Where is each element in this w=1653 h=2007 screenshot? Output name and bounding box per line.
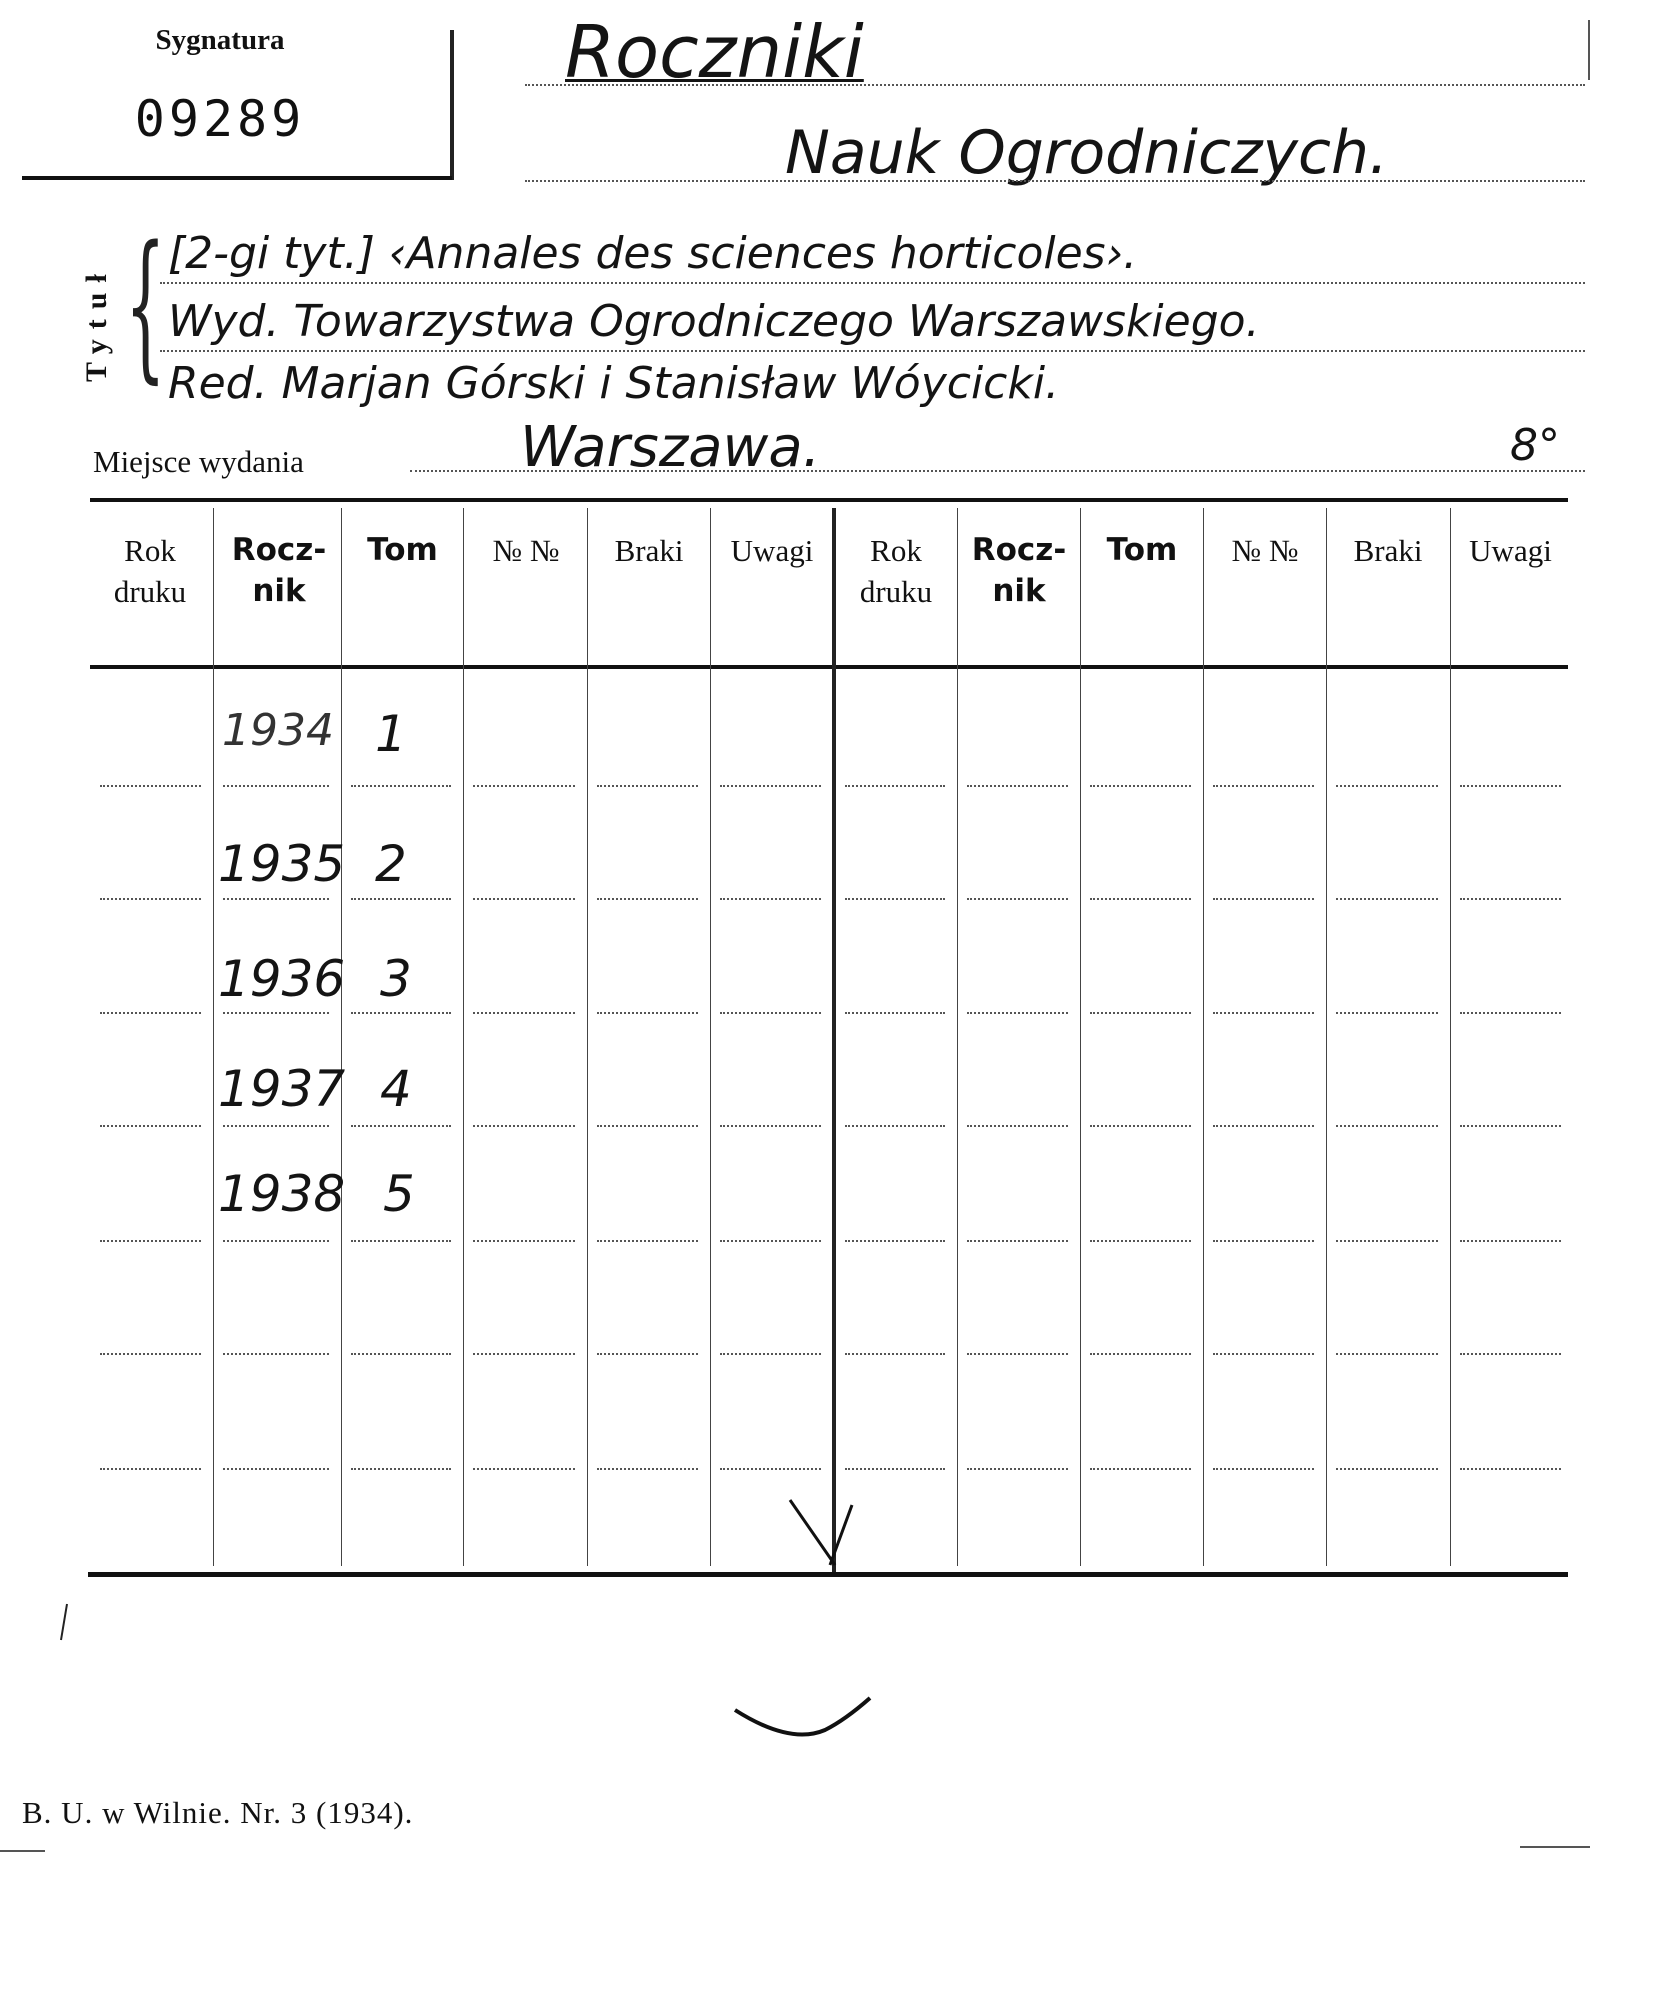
col-sep bbox=[1080, 508, 1081, 1566]
header-rok-druku: Rok druku bbox=[859, 533, 933, 609]
title-block-dotted-1 bbox=[160, 282, 1585, 284]
row-dotted-line bbox=[967, 1353, 1068, 1355]
table-row-volume: 1 bbox=[375, 705, 407, 763]
row-dotted-line bbox=[223, 1012, 329, 1014]
title-block-dotted-2 bbox=[160, 350, 1585, 352]
header-tom: Tom bbox=[1106, 532, 1178, 568]
header-braki: Braki bbox=[614, 533, 684, 568]
header-tom: Tom bbox=[367, 532, 438, 568]
row-dotted-line bbox=[720, 1125, 821, 1127]
place-value: Warszawa. bbox=[520, 415, 821, 480]
row-dotted-line bbox=[597, 785, 698, 787]
title-line-3: Red. Marjan Górski i Stanisław Wóycicki. bbox=[168, 358, 1060, 409]
row-dotted-line bbox=[845, 1353, 945, 1355]
header-uwagi: Uwagi bbox=[1469, 533, 1552, 568]
place-label: Miejsce wydania bbox=[93, 444, 304, 479]
row-dotted-line bbox=[351, 898, 451, 900]
row-dotted-line bbox=[473, 1353, 575, 1355]
col-sep bbox=[1203, 508, 1204, 1566]
row-dotted-line bbox=[1460, 1240, 1561, 1242]
row-dotted-line bbox=[1213, 1240, 1314, 1242]
row-dotted-line bbox=[1460, 785, 1561, 787]
row-dotted-line bbox=[100, 1468, 201, 1470]
row-dotted-line bbox=[720, 1468, 821, 1470]
row-dotted-line bbox=[597, 1468, 698, 1470]
row-dotted-line bbox=[967, 785, 1068, 787]
row-dotted-line bbox=[720, 1240, 821, 1242]
row-dotted-line bbox=[967, 1125, 1068, 1127]
row-dotted-line bbox=[100, 1125, 201, 1127]
row-dotted-line bbox=[845, 1240, 945, 1242]
row-dotted-line bbox=[845, 1468, 945, 1470]
row-dotted-line bbox=[1213, 1468, 1314, 1470]
title-line-2: Wyd. Towarzystwa Ogrodniczego Warszawskiego. bbox=[168, 296, 1260, 347]
col-sep bbox=[1326, 508, 1327, 1566]
row-dotted-line bbox=[1090, 1012, 1191, 1014]
format-value: 8° bbox=[1510, 420, 1560, 471]
table-row-volume: 3 bbox=[380, 950, 412, 1008]
row-dotted-line bbox=[967, 1240, 1068, 1242]
row-dotted-line bbox=[1336, 1240, 1438, 1242]
row-dotted-line bbox=[597, 898, 698, 900]
row-dotted-line bbox=[473, 1468, 575, 1470]
check-curve-icon bbox=[730, 1690, 880, 1750]
row-dotted-line bbox=[223, 1240, 329, 1242]
row-dotted-line bbox=[100, 785, 201, 787]
row-dotted-line bbox=[1090, 1468, 1191, 1470]
row-dotted-line bbox=[351, 785, 451, 787]
col-sep bbox=[341, 508, 342, 1566]
table-row-year: 1937 bbox=[218, 1060, 346, 1118]
row-dotted-line bbox=[223, 785, 329, 787]
header-numery: № № bbox=[1231, 533, 1299, 568]
table-row-volume: 4 bbox=[380, 1060, 412, 1118]
row-dotted-line bbox=[1090, 785, 1191, 787]
row-dotted-line bbox=[597, 1012, 698, 1014]
col-sep bbox=[710, 508, 711, 1566]
row-dotted-line bbox=[720, 898, 821, 900]
row-dotted-line bbox=[223, 898, 329, 900]
col-sep bbox=[463, 508, 464, 1566]
row-dotted-line bbox=[1336, 898, 1438, 900]
row-dotted-line bbox=[1336, 1125, 1438, 1127]
col-sep bbox=[213, 508, 214, 1566]
row-dotted-line bbox=[1213, 785, 1314, 787]
card-edge-mark bbox=[1588, 20, 1590, 80]
row-dotted-line bbox=[597, 1125, 698, 1127]
row-dotted-line bbox=[473, 1012, 575, 1014]
row-dotted-line bbox=[1336, 1012, 1438, 1014]
header-braki: Braki bbox=[1353, 533, 1423, 568]
row-dotted-line bbox=[1213, 1012, 1314, 1014]
col-sep bbox=[1450, 508, 1451, 1566]
table-row-year: 1938 bbox=[218, 1165, 346, 1223]
row-dotted-line bbox=[100, 1012, 201, 1014]
signature-value: 09289 bbox=[134, 90, 306, 148]
row-dotted-line bbox=[473, 1240, 575, 1242]
row-dotted-line bbox=[1460, 1125, 1561, 1127]
edge-mark bbox=[1520, 1846, 1590, 1848]
row-dotted-line bbox=[845, 1125, 945, 1127]
row-dotted-line bbox=[720, 785, 821, 787]
header-rok-druku: Rok druku bbox=[113, 533, 187, 609]
signature-label: Sygnatura bbox=[155, 24, 285, 56]
row-dotted-line bbox=[100, 1240, 201, 1242]
row-dotted-line bbox=[351, 1353, 451, 1355]
brace-icon: { bbox=[125, 211, 166, 398]
table-row-year: 1934 bbox=[222, 705, 334, 756]
table-row-volume: 2 bbox=[375, 835, 407, 893]
row-dotted-line bbox=[967, 1012, 1068, 1014]
row-dotted-line bbox=[351, 1012, 451, 1014]
table-header-border bbox=[90, 665, 1568, 669]
row-dotted-line bbox=[473, 898, 575, 900]
row-dotted-line bbox=[473, 1125, 575, 1127]
title-sub: Nauk Ogrodniczych. bbox=[785, 118, 1389, 188]
row-dotted-line bbox=[223, 1353, 329, 1355]
row-dotted-line bbox=[1213, 1353, 1314, 1355]
footer-imprint: B. U. w Wilnie. Nr. 3 (1934). bbox=[22, 1795, 414, 1830]
row-dotted-line bbox=[1090, 898, 1191, 900]
row-dotted-line bbox=[845, 1012, 945, 1014]
row-dotted-line bbox=[100, 1353, 201, 1355]
header-uwagi: Uwagi bbox=[730, 533, 814, 568]
row-dotted-line bbox=[351, 1125, 451, 1127]
row-dotted-line bbox=[845, 785, 945, 787]
table-row-year: 1936 bbox=[218, 950, 346, 1008]
row-dotted-line bbox=[351, 1240, 451, 1242]
title-line-1: [2-gi tyt.] ‹Annales des sciences horticoles›. bbox=[168, 228, 1138, 279]
title-block-label: Tytuł bbox=[80, 264, 113, 382]
table-center-divider bbox=[832, 508, 836, 1572]
row-dotted-line bbox=[1336, 1468, 1438, 1470]
signature-box-right-border bbox=[450, 30, 454, 180]
row-dotted-line bbox=[967, 898, 1068, 900]
stray-mark-icon bbox=[55, 1600, 75, 1645]
header-rocznik: Rocz- nik bbox=[971, 532, 1067, 609]
row-dotted-line bbox=[967, 1468, 1068, 1470]
row-dotted-line bbox=[100, 898, 201, 900]
row-dotted-line bbox=[473, 785, 575, 787]
pen-mark-icon bbox=[780, 1490, 880, 1580]
col-sep bbox=[957, 508, 958, 1566]
row-dotted-line bbox=[1336, 785, 1438, 787]
row-dotted-line bbox=[1090, 1353, 1191, 1355]
title-dotted-line-1 bbox=[525, 84, 1585, 86]
row-dotted-line bbox=[223, 1468, 329, 1470]
row-dotted-line bbox=[1460, 1353, 1561, 1355]
row-dotted-line bbox=[1336, 1353, 1438, 1355]
header-rocznik: Rocz- nik bbox=[231, 532, 327, 609]
row-dotted-line bbox=[1460, 898, 1561, 900]
title-main: Roczniki bbox=[565, 10, 864, 94]
header-numery: № № bbox=[492, 533, 560, 568]
row-dotted-line bbox=[845, 898, 945, 900]
row-dotted-line bbox=[720, 1012, 821, 1014]
title-dotted-line-2 bbox=[525, 180, 1585, 182]
col-sep bbox=[587, 508, 588, 1566]
row-dotted-line bbox=[223, 1125, 329, 1127]
table-top-border bbox=[90, 498, 1568, 502]
row-dotted-line bbox=[720, 1353, 821, 1355]
table-row-volume: 5 bbox=[383, 1165, 415, 1223]
row-dotted-line bbox=[1460, 1468, 1561, 1470]
row-dotted-line bbox=[1090, 1125, 1191, 1127]
edge-mark bbox=[0, 1850, 45, 1852]
row-dotted-line bbox=[351, 1468, 451, 1470]
row-dotted-line bbox=[1213, 1125, 1314, 1127]
table-row-year: 1935 bbox=[218, 835, 346, 893]
signature-box-bottom-border bbox=[22, 176, 452, 180]
row-dotted-line bbox=[1090, 1240, 1191, 1242]
row-dotted-line bbox=[1460, 1012, 1561, 1014]
row-dotted-line bbox=[597, 1240, 698, 1242]
row-dotted-line bbox=[1213, 898, 1314, 900]
row-dotted-line bbox=[597, 1353, 698, 1355]
